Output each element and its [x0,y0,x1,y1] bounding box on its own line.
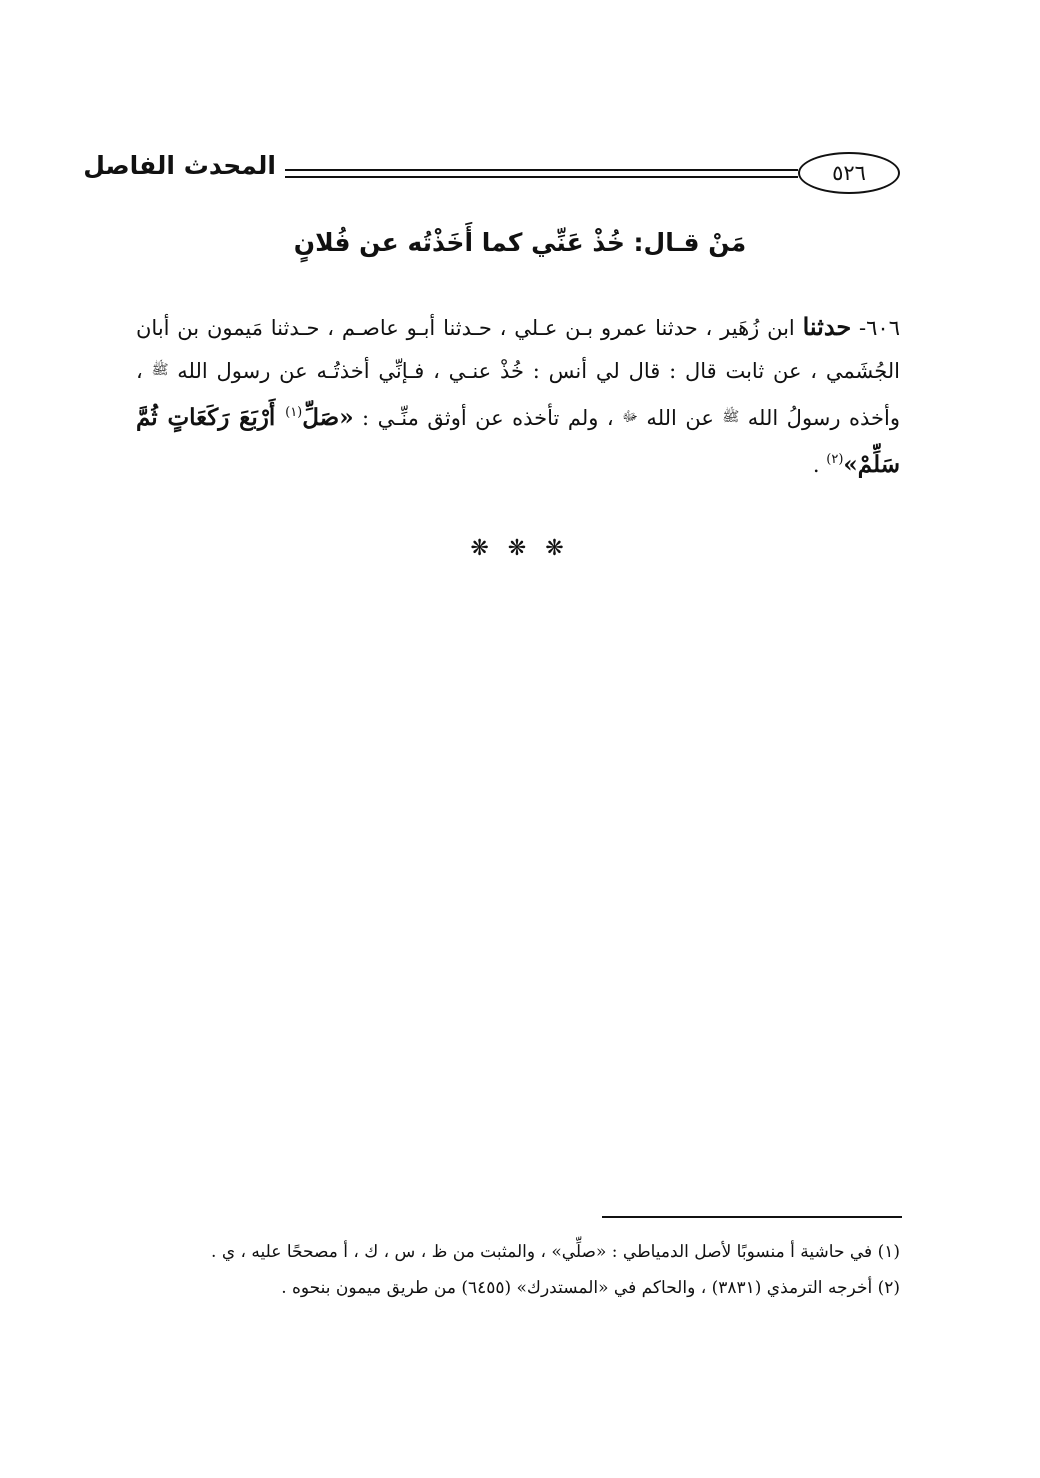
isnad-text-3: عن الله [637,406,723,430]
azza-honorific: ﷻ [622,409,638,425]
footnote-1: (١) في حاشية أ منسوبًا لأصل الدمياطي : «صلِّي» ، والمثبت من ظ ، س ، ك ، أ مصححًا عليه ، ي . [211,1242,900,1262]
footnote-separator [602,1216,902,1218]
footnote-ref-1: (١) [285,405,303,420]
section-ornament: ❋ ❋ ❋ [470,536,570,561]
isnad-text-4: ، ولم تأخذه عن أوثق منِّـي : [353,406,623,430]
footnotes [136,1234,900,1306]
hadith-paragraph [136,306,900,486]
header-rule-top [285,169,798,171]
chapter-heading: مَنْ قـال: خُذْ عَنِّي كما أَخَذْتُه عن فُلانٍ [293,228,747,257]
salla-honorific-2: ﷺ [722,409,740,425]
prophetic-word-sall: صَلِّ [302,404,340,431]
hadith-number: ٦٠٦- [851,316,900,340]
header-rule-bottom [285,176,798,178]
salla-honorific-1: ﷺ [151,362,169,378]
footnote-ref-2: (٢) [826,452,844,467]
isnad-text-1: ابن زُهَير ، حدثنا عمرو بـن عـلي ، حـدثنا أبـو عاصـم ، حـدثنا مَيمون بن أبان الجُشَمي ، عن ثابت قال : قال لي أنس : خُذْ عنـي ، فـإنِّي أخذتُـه عن رسول الله [136,316,901,383]
quote-open: « [339,404,354,431]
quote-close: » [843,451,858,478]
prophetic-text-rest: أَرْبَعَ رَكَعَاتٍ ثُمَّ سَلِّمْ [136,404,900,478]
paragraph-end: . [812,453,827,477]
haddathana-word: حدثنا [802,312,852,341]
isnad-text-2: ، وأخذه رسولُ الله [136,359,900,430]
footnote-2: (٢) أخرجه الترمذي (٣٨٣١) ، والحاكم في «المستدرك» (٦٤٥٥) من طريق ميمون بنحوه . [281,1278,900,1298]
page-number [798,152,900,194]
running-head-title: المحدث الفاصل [83,151,276,180]
page-number-text: ٥٢٦ [832,161,866,185]
